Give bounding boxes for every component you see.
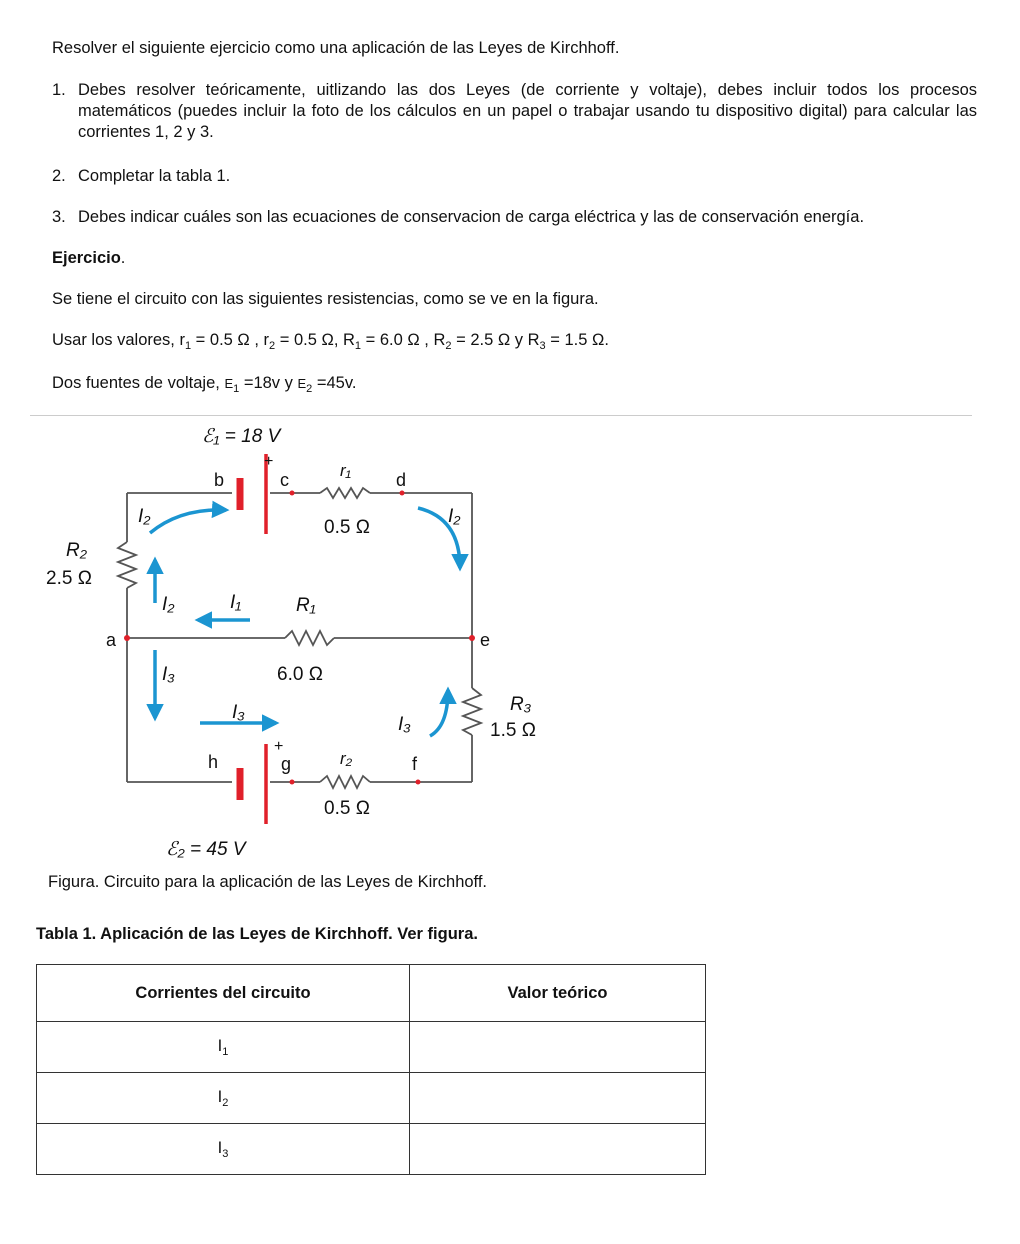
battery-emf1 [240, 454, 266, 534]
arrow-I3-right [430, 690, 448, 736]
resistor-R3 [463, 688, 481, 735]
R1-label: R₁ [296, 595, 316, 616]
node-dot-f [416, 780, 421, 785]
I2-label-left: I₂ [162, 594, 175, 615]
item-number: 2. [52, 167, 66, 185]
item-text: Debes resolver teóricamente, uitlizando las dos Leyes (de corriente y voltaje), debes incluir todos los procesos matemáticos (puedes incluir la foto de los cálculos en un papel o trabajar usando tu dispositivo digital) para calcular las corrientes 1, 2 y 3. [78, 81, 977, 141]
table-row [37, 1124, 706, 1175]
I3-label-left: I₃ [162, 664, 175, 685]
node-g-label: g [281, 754, 292, 774]
node-dot-a [124, 635, 130, 641]
node-dot-d [400, 491, 405, 496]
node-h-label: h [208, 752, 219, 772]
values-line: Usar los valores, $r_1 = 0.5$ Ω , $r_2 = 0.5$ Ω, $R_1 = 6.0$ Ω , $R_2 = 2.5$ Ω y $R_3 = 1.5$ Ω. [52, 331, 609, 352]
node-b-label: b [214, 470, 225, 490]
emf2-label: ℰ₂ = 45 V [166, 839, 246, 858]
R2-label: R₂ [66, 540, 87, 561]
header-theoretical-value: Valor teórico [410, 965, 706, 1022]
exercise-intro: Se tiene el circuito con las siguientes resistencias, como se ve en la figura. [52, 290, 599, 308]
value-cell[interactable] [410, 1124, 706, 1175]
intro-text: Resolver el siguiente ejercicio como una aplicación de las Leyes de Kirchhoff. [52, 39, 620, 57]
plus-bottom: + [274, 738, 284, 755]
r2-label: r₂ [340, 749, 353, 768]
R3-label: R₃ [510, 694, 532, 715]
R2-value: 2.5 Ω [46, 568, 92, 589]
r2-value: 0.5 Ω [324, 798, 370, 819]
header-currents: Corrientes del circuito [37, 965, 410, 1022]
exercise-heading: Ejercicio. [52, 249, 126, 267]
I3-label-bottom: I₃ [232, 702, 245, 723]
sources-line: Dos fuentes de voltaje, $E_1 =18v$ y $E_2 =45v$. [52, 374, 357, 395]
r1-value: 0.5 Ω [324, 517, 370, 538]
resistor-r2 [320, 776, 370, 788]
battery-emf2 [240, 744, 266, 824]
table-row [37, 1022, 706, 1073]
item-number: 3. [52, 208, 66, 226]
I1-label: I₁ [230, 592, 242, 613]
value-cell[interactable] [410, 1022, 706, 1073]
current-cell: $I_2$ [37, 1073, 410, 1124]
node-e-label: e [480, 630, 491, 650]
R3-value: 1.5 Ω [490, 720, 536, 741]
node-a-label: a [106, 630, 117, 650]
circuit-wires [118, 488, 481, 788]
current-cell: $I_1$ [37, 1022, 410, 1073]
currents-table [36, 964, 706, 1175]
node-c-label: c [280, 470, 289, 490]
resistor-r1 [320, 488, 370, 498]
item-number: 1. [52, 81, 66, 99]
circuit-diagram [30, 418, 590, 858]
I3-label-right: I₃ [398, 714, 411, 735]
node-dot-g [290, 780, 295, 785]
value-cell[interactable] [410, 1073, 706, 1124]
current-cell: $I_3$ [37, 1124, 410, 1175]
I2-label-top-right: I₂ [448, 506, 461, 527]
item-text: Completar la tabla 1. [78, 167, 231, 185]
instruction-item-1 [52, 80, 977, 143]
table-row [37, 1073, 706, 1124]
I2-label-top-left: I₂ [138, 506, 151, 527]
emf1-label: ℰ₁ = 18 V [202, 426, 281, 447]
item-text: Debes indicar cuáles son las ecuaciones de conservacion de carga eléctrica y las de conservación energía. [78, 208, 865, 226]
instruction-item-2 [52, 166, 977, 187]
arrow-I2-top-left [150, 510, 226, 533]
r1-label: r₁ [340, 461, 352, 480]
current-arrows [150, 508, 460, 736]
node-d-label: d [396, 470, 407, 490]
node-f-label: f [412, 754, 418, 774]
divider [30, 415, 972, 416]
node-dot-c [290, 491, 295, 496]
R1-value: 6.0 Ω [277, 664, 323, 685]
table-header-row [37, 965, 706, 1022]
figure-caption: Figura. Circuito para la aplicación de las Leyes de Kirchhoff. [48, 873, 488, 891]
resistor-R2 [118, 542, 136, 588]
node-dot-e [469, 635, 475, 641]
resistor-R1 [285, 631, 334, 645]
table-title: Tabla 1. Aplicación de las Leyes de Kirchhoff. Ver figura. [36, 925, 478, 943]
instruction-item-3 [52, 207, 977, 228]
plus-top: + [264, 453, 274, 470]
